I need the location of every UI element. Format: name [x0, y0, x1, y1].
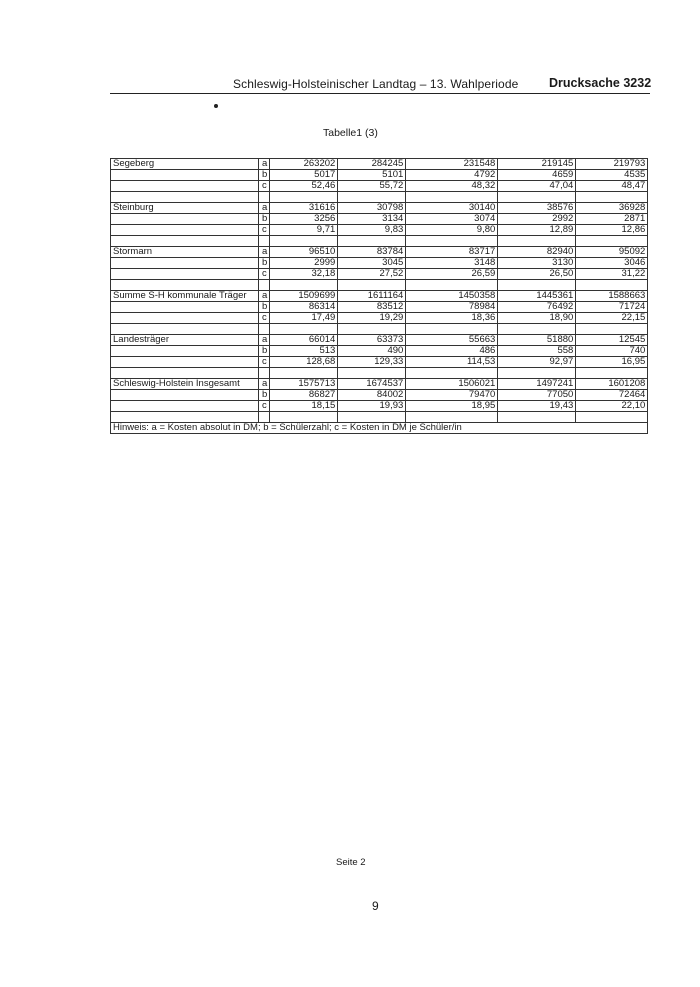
spacer-row	[111, 324, 648, 335]
spacer-cell	[498, 412, 576, 423]
page-number: 9	[372, 899, 379, 913]
value-cell: 263202	[270, 159, 338, 170]
value-cell: 4659	[498, 170, 576, 181]
table-row	[111, 214, 648, 225]
table-row	[111, 225, 648, 236]
table-row	[111, 346, 648, 357]
spacer-cell	[498, 368, 576, 379]
value-cell: 48,32	[406, 181, 498, 192]
row-code: c	[259, 401, 270, 412]
row-code: c	[259, 225, 270, 236]
value-cell: 82940	[498, 247, 576, 258]
row-code: b	[259, 346, 270, 357]
value-cell: 3130	[498, 258, 576, 269]
value-cell: 83784	[338, 247, 406, 258]
value-cell: 52,46	[270, 181, 338, 192]
table-row	[111, 170, 648, 181]
table-row	[111, 335, 648, 346]
table-row	[111, 379, 648, 390]
table-row	[111, 258, 648, 269]
spacer-cell	[406, 236, 498, 247]
spacer-cell	[576, 192, 648, 203]
value-cell: 12,86	[576, 225, 648, 236]
value-cell: 38576	[498, 203, 576, 214]
value-cell: 490	[338, 346, 406, 357]
value-cell: 66014	[270, 335, 338, 346]
value-cell: 18,90	[498, 313, 576, 324]
spacer-cell	[259, 412, 270, 423]
value-cell: 219793	[576, 159, 648, 170]
spacer-cell	[406, 280, 498, 291]
value-cell: 16,95	[576, 357, 648, 368]
region-name-empty	[111, 346, 259, 357]
value-cell: 30798	[338, 203, 406, 214]
value-cell: 4535	[576, 170, 648, 181]
value-cell: 3256	[270, 214, 338, 225]
value-cell: 4792	[406, 170, 498, 181]
value-cell: 83717	[406, 247, 498, 258]
value-cell: 2999	[270, 258, 338, 269]
value-cell: 79470	[406, 390, 498, 401]
value-cell: 47,04	[498, 181, 576, 192]
value-cell: 3134	[338, 214, 406, 225]
row-code: a	[259, 291, 270, 302]
spacer-row	[111, 192, 648, 203]
value-cell: 32,18	[270, 269, 338, 280]
value-cell: 26,50	[498, 269, 576, 280]
spacer-row	[111, 368, 648, 379]
value-cell: 513	[270, 346, 338, 357]
value-cell: 92,97	[498, 357, 576, 368]
value-cell: 86314	[270, 302, 338, 313]
value-cell: 1575713	[270, 379, 338, 390]
value-cell: 22,15	[576, 313, 648, 324]
table-row	[111, 181, 648, 192]
value-cell: 27,52	[338, 269, 406, 280]
region-name: Stormarn	[111, 247, 259, 258]
value-cell: 9,80	[406, 225, 498, 236]
spacer-cell	[270, 192, 338, 203]
region-name-empty	[111, 258, 259, 269]
region-name-empty	[111, 181, 259, 192]
value-cell: 1506021	[406, 379, 498, 390]
spacer-cell	[270, 368, 338, 379]
value-cell: 1611164	[338, 291, 406, 302]
value-cell: 231548	[406, 159, 498, 170]
row-code: b	[259, 170, 270, 181]
region-name: Schleswig-Holstein Insgesamt	[111, 379, 259, 390]
value-cell: 1445361	[498, 291, 576, 302]
value-cell: 19,43	[498, 401, 576, 412]
value-cell: 114,53	[406, 357, 498, 368]
table-note: Hinweis: a = Kosten absolut in DM; b = Schülerzahl; c = Kosten in DM je Schüler/in	[111, 423, 648, 434]
value-cell: 96510	[270, 247, 338, 258]
region-name-empty	[111, 269, 259, 280]
page-label: Seite 2	[336, 857, 366, 868]
value-cell: 5017	[270, 170, 338, 181]
spacer-cell	[576, 280, 648, 291]
value-cell: 3074	[406, 214, 498, 225]
row-code: a	[259, 335, 270, 346]
region-name: Landesträger	[111, 335, 259, 346]
row-code: b	[259, 258, 270, 269]
value-cell: 22,10	[576, 401, 648, 412]
table-row	[111, 247, 648, 258]
value-cell: 128,68	[270, 357, 338, 368]
row-code: c	[259, 181, 270, 192]
spacer-cell	[259, 324, 270, 335]
spacer-cell	[498, 324, 576, 335]
header-title: Schleswig-Holsteinischer Landtag – 13. Wahlperiode	[233, 77, 519, 91]
value-cell: 76492	[498, 302, 576, 313]
spacer-row	[111, 412, 648, 423]
table-caption: Tabelle1 (3)	[323, 127, 378, 139]
value-cell: 740	[576, 346, 648, 357]
region-name-empty	[111, 225, 259, 236]
spacer-cell	[338, 236, 406, 247]
value-cell: 77050	[498, 390, 576, 401]
spacer-cell	[498, 280, 576, 291]
spacer-cell	[270, 280, 338, 291]
note-row	[111, 423, 648, 434]
table-row	[111, 159, 648, 170]
spacer-cell	[498, 236, 576, 247]
value-cell: 17,49	[270, 313, 338, 324]
spacer-cell	[576, 324, 648, 335]
spacer-cell	[270, 412, 338, 423]
value-cell: 31,22	[576, 269, 648, 280]
region-name-empty	[111, 390, 259, 401]
value-cell: 19,29	[338, 313, 406, 324]
row-code: b	[259, 214, 270, 225]
value-cell: 18,36	[406, 313, 498, 324]
spacer-cell	[338, 412, 406, 423]
value-cell: 486	[406, 346, 498, 357]
cost-table	[110, 158, 648, 434]
spacer-cell	[259, 368, 270, 379]
spacer-cell	[576, 368, 648, 379]
table-row	[111, 401, 648, 412]
spacer-cell	[111, 192, 259, 203]
spacer-cell	[259, 192, 270, 203]
value-cell: 30140	[406, 203, 498, 214]
value-cell: 1497241	[498, 379, 576, 390]
value-cell: 78984	[406, 302, 498, 313]
spacer-cell	[406, 412, 498, 423]
row-code: b	[259, 390, 270, 401]
value-cell: 2992	[498, 214, 576, 225]
spacer-cell	[406, 368, 498, 379]
value-cell: 1601208	[576, 379, 648, 390]
spacer-cell	[259, 280, 270, 291]
spacer-cell	[111, 280, 259, 291]
value-cell: 284245	[338, 159, 406, 170]
region-name-empty	[111, 214, 259, 225]
region-name-empty	[111, 313, 259, 324]
value-cell: 9,71	[270, 225, 338, 236]
region-name: Summe S-H kommunale Träger	[111, 291, 259, 302]
value-cell: 31616	[270, 203, 338, 214]
row-code: a	[259, 247, 270, 258]
value-cell: 5101	[338, 170, 406, 181]
spacer-cell	[406, 192, 498, 203]
row-code: a	[259, 203, 270, 214]
table-row	[111, 269, 648, 280]
spacer-cell	[498, 192, 576, 203]
value-cell: 3046	[576, 258, 648, 269]
row-code: a	[259, 159, 270, 170]
value-cell: 9,83	[338, 225, 406, 236]
region-name-empty	[111, 357, 259, 368]
spacer-cell	[111, 324, 259, 335]
row-code: a	[259, 379, 270, 390]
value-cell: 12545	[576, 335, 648, 346]
table-row	[111, 313, 648, 324]
value-cell: 19,93	[338, 401, 406, 412]
value-cell: 18,15	[270, 401, 338, 412]
spacer-cell	[270, 324, 338, 335]
spacer-cell	[338, 324, 406, 335]
spacer-cell	[270, 236, 338, 247]
value-cell: 48,47	[576, 181, 648, 192]
value-cell: 36928	[576, 203, 648, 214]
region-name-empty	[111, 170, 259, 181]
row-code: c	[259, 357, 270, 368]
value-cell: 558	[498, 346, 576, 357]
spacer-cell	[111, 412, 259, 423]
value-cell: 26,59	[406, 269, 498, 280]
value-cell: 3045	[338, 258, 406, 269]
value-cell: 83512	[338, 302, 406, 313]
spacer-cell	[259, 236, 270, 247]
region-name: Segeberg	[111, 159, 259, 170]
spacer-cell	[111, 368, 259, 379]
value-cell: 86827	[270, 390, 338, 401]
value-cell: 18,95	[406, 401, 498, 412]
spacer-cell	[111, 236, 259, 247]
row-code: b	[259, 302, 270, 313]
value-cell: 55,72	[338, 181, 406, 192]
value-cell: 1588663	[576, 291, 648, 302]
value-cell: 1674537	[338, 379, 406, 390]
spacer-cell	[406, 324, 498, 335]
row-code: c	[259, 269, 270, 280]
row-code: c	[259, 313, 270, 324]
document-number: Drucksache 3232	[549, 76, 652, 90]
table-row	[111, 302, 648, 313]
region-name-empty	[111, 401, 259, 412]
scan-dot	[214, 104, 218, 108]
table-row	[111, 291, 648, 302]
header-rule	[110, 93, 650, 94]
table-row	[111, 203, 648, 214]
table-row	[111, 357, 648, 368]
value-cell: 12,89	[498, 225, 576, 236]
spacer-cell	[576, 412, 648, 423]
value-cell: 72464	[576, 390, 648, 401]
spacer-cell	[338, 368, 406, 379]
value-cell: 1509699	[270, 291, 338, 302]
value-cell: 71724	[576, 302, 648, 313]
value-cell: 51880	[498, 335, 576, 346]
value-cell: 95092	[576, 247, 648, 258]
spacer-cell	[338, 192, 406, 203]
spacer-row	[111, 280, 648, 291]
region-name-empty	[111, 302, 259, 313]
table-body	[111, 159, 648, 434]
value-cell: 129,33	[338, 357, 406, 368]
spacer-row	[111, 236, 648, 247]
value-cell: 1450358	[406, 291, 498, 302]
value-cell: 84002	[338, 390, 406, 401]
spacer-cell	[338, 280, 406, 291]
value-cell: 55663	[406, 335, 498, 346]
region-name: Steinburg	[111, 203, 259, 214]
table-row	[111, 390, 648, 401]
value-cell: 2871	[576, 214, 648, 225]
value-cell: 219145	[498, 159, 576, 170]
value-cell: 3148	[406, 258, 498, 269]
spacer-cell	[576, 236, 648, 247]
value-cell: 63373	[338, 335, 406, 346]
